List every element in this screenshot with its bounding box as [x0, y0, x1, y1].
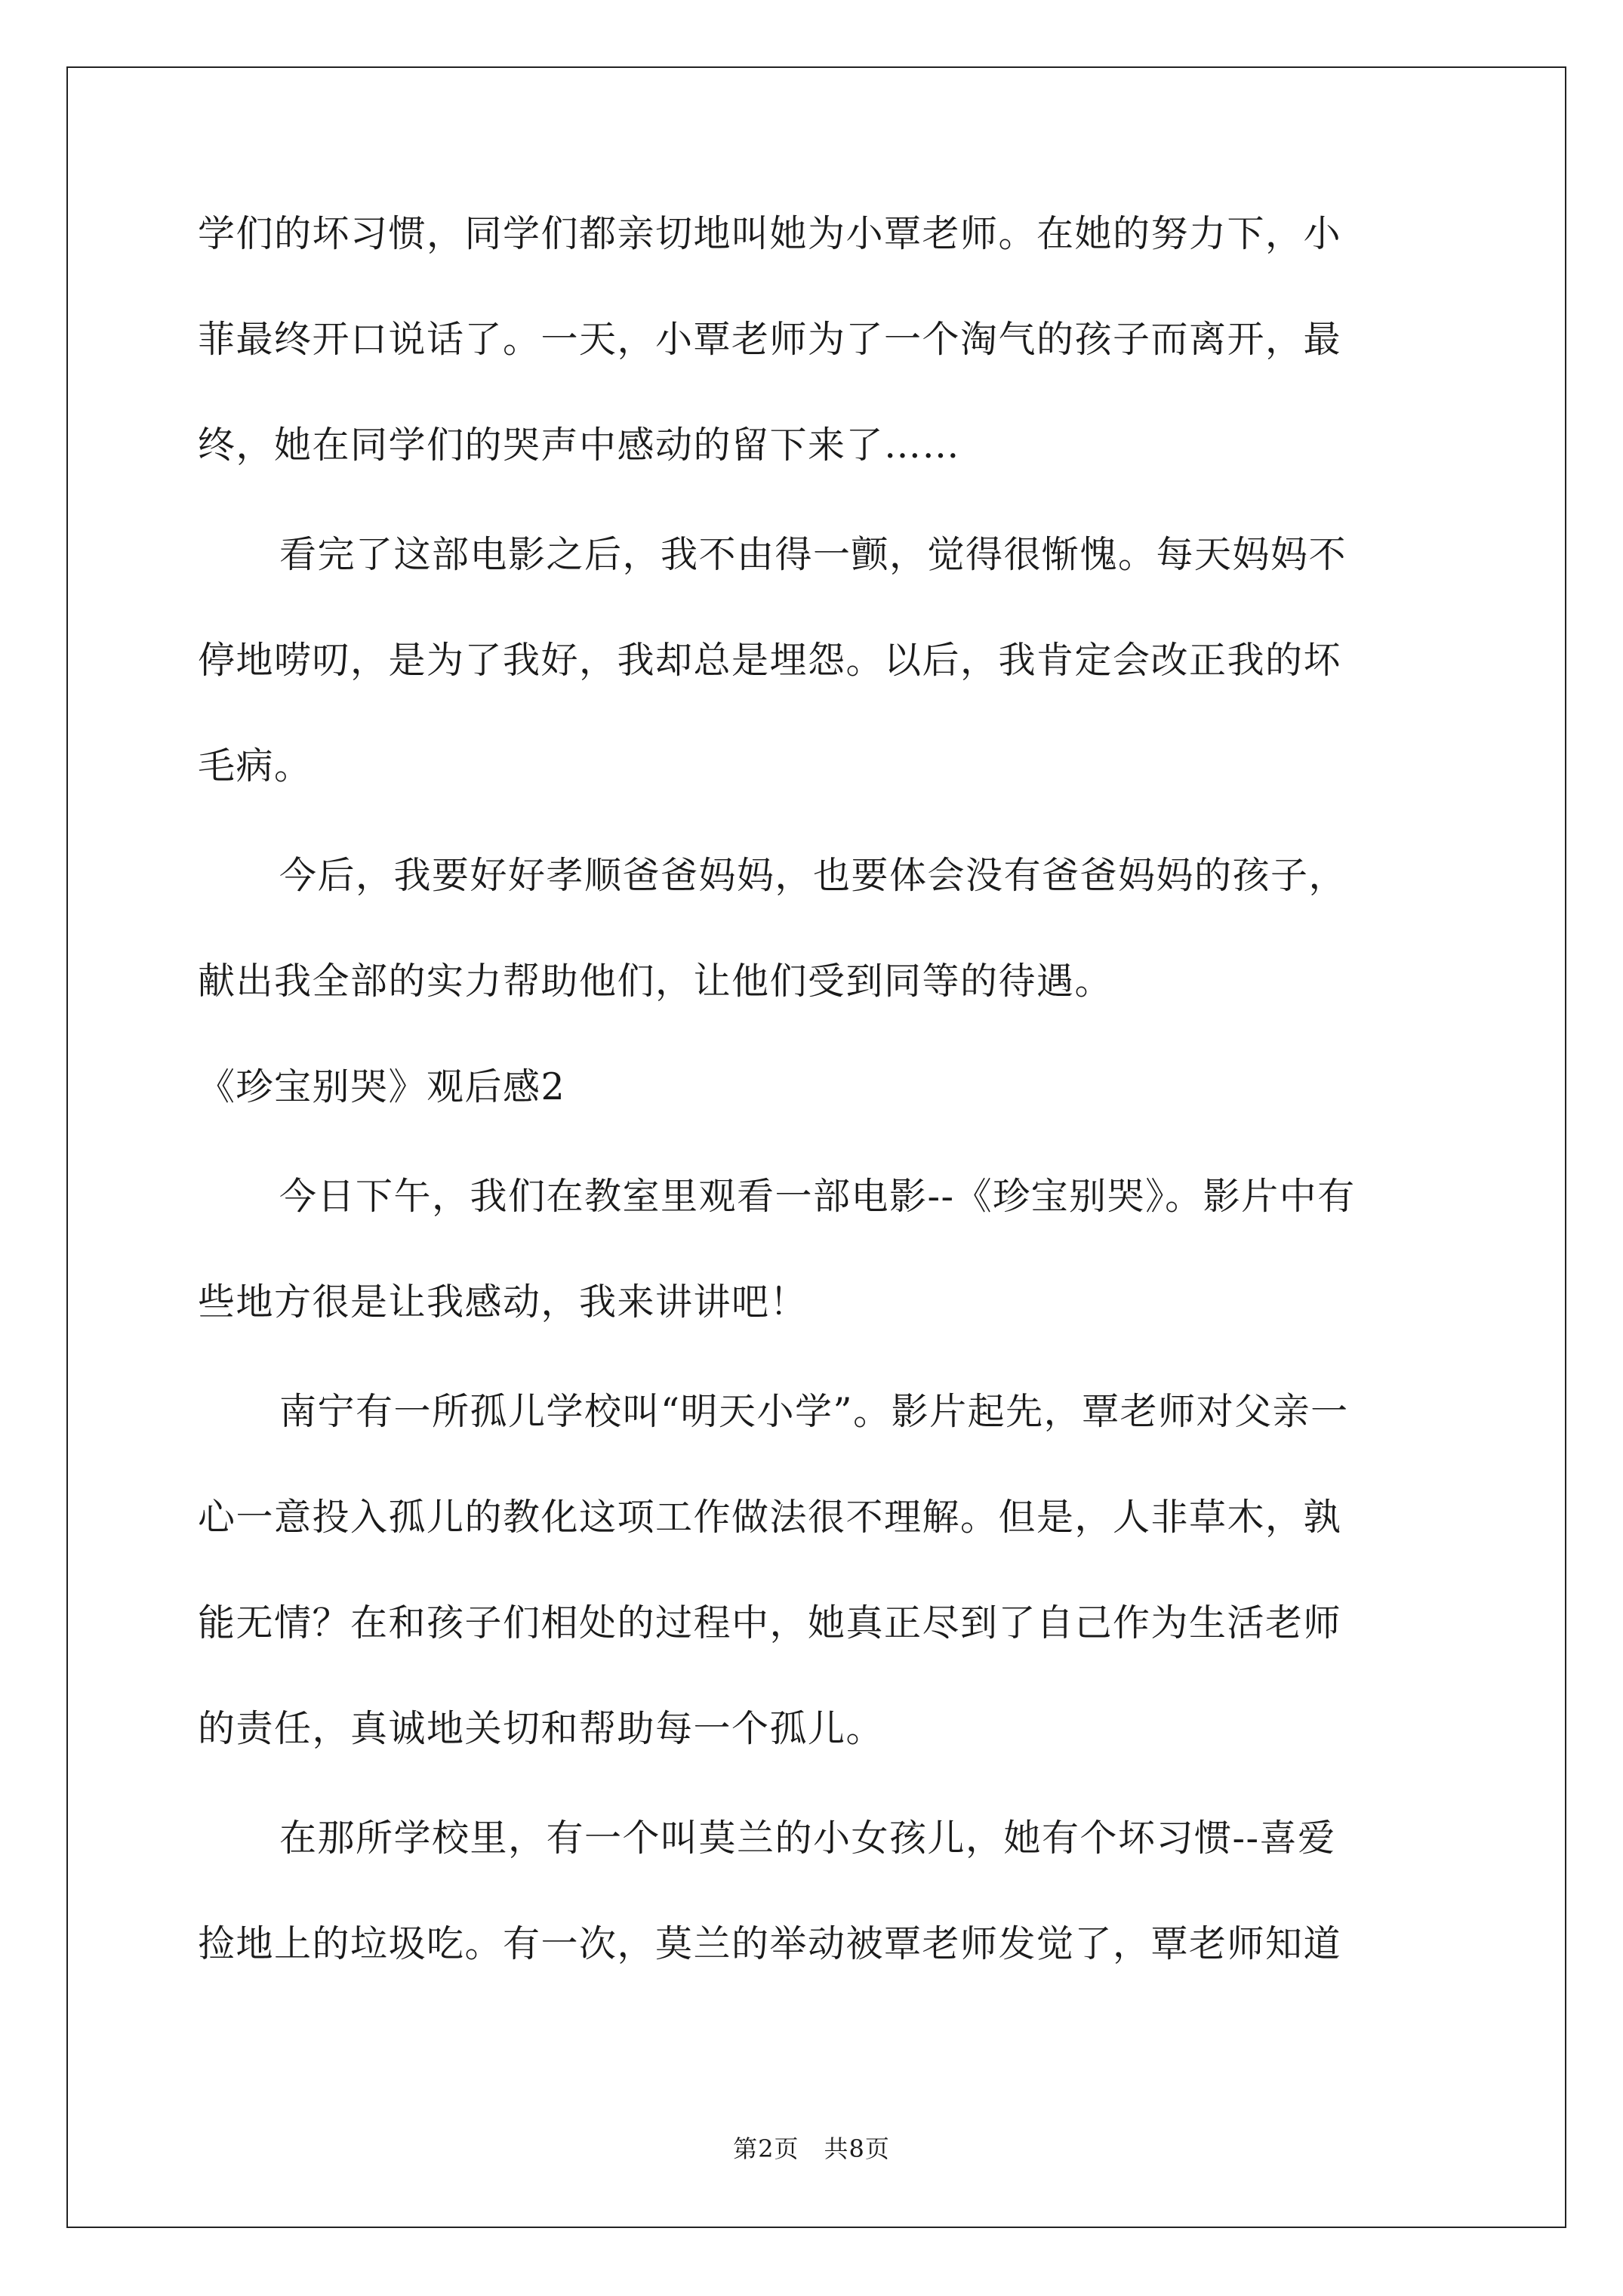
text-line: 心一意投入孤儿的教化这项工作做法很不理解。但是，人非草木，孰	[198, 1496, 1342, 1539]
text-line: 今后，我要好好孝顺爸爸妈妈，也要体会没有爸爸妈妈的孩子，	[279, 854, 1347, 897]
text-line: 终，她在同学们的哭声中感动的留下来了……	[198, 424, 961, 467]
text-line: 的责任，真诚地关切和帮助每一个孤儿。	[198, 1707, 885, 1750]
page-border	[66, 66, 1566, 2228]
text-line: 南宁有一所孤儿学校叫“明天小学”。影片起先，覃老师对父亲一	[279, 1390, 1349, 1433]
page-number: 第2页 共8页	[733, 2134, 890, 2163]
text-line: 献出我全部的实力帮助他们，让他们受到同等的待遇。	[198, 960, 1113, 1003]
text-line: 捡地上的垃圾吃。有一次，莫兰的举动被覃老师发觉了，覃老师知道	[198, 1922, 1342, 1965]
text-line: 停地唠叨，是为了我好，我却总是埋怨。以后，我肯定会改正我的坏	[198, 639, 1342, 682]
text-line: 能无情？在和孩子们相处的过程中，她真正尽到了自己作为生活老师	[198, 1601, 1342, 1644]
section-title: 《珍宝别哭》观后感2	[198, 1065, 566, 1108]
text-line: 些地方很是让我感动，我来讲讲吧！	[198, 1281, 808, 1324]
text-line: 学们的坏习惯，同学们都亲切地叫她为小覃老师。在她的努力下，小	[198, 212, 1342, 255]
text-line: 菲最终开口说话了。一天，小覃老师为了一个淘气的孩子而离开，最	[198, 318, 1342, 361]
text-line: 毛病。	[198, 744, 313, 787]
text-line: 今日下午，我们在教室里观看一部电影--《珍宝别哭》。影片中有	[279, 1175, 1356, 1218]
text-line: 在那所学校里，有一个叫莫兰的小女孩儿，她有个坏习惯--喜爱	[279, 1817, 1336, 1860]
text-line: 看完了这部电影之后，我不由得一颤，觉得很惭愧。每天妈妈不	[279, 533, 1347, 576]
